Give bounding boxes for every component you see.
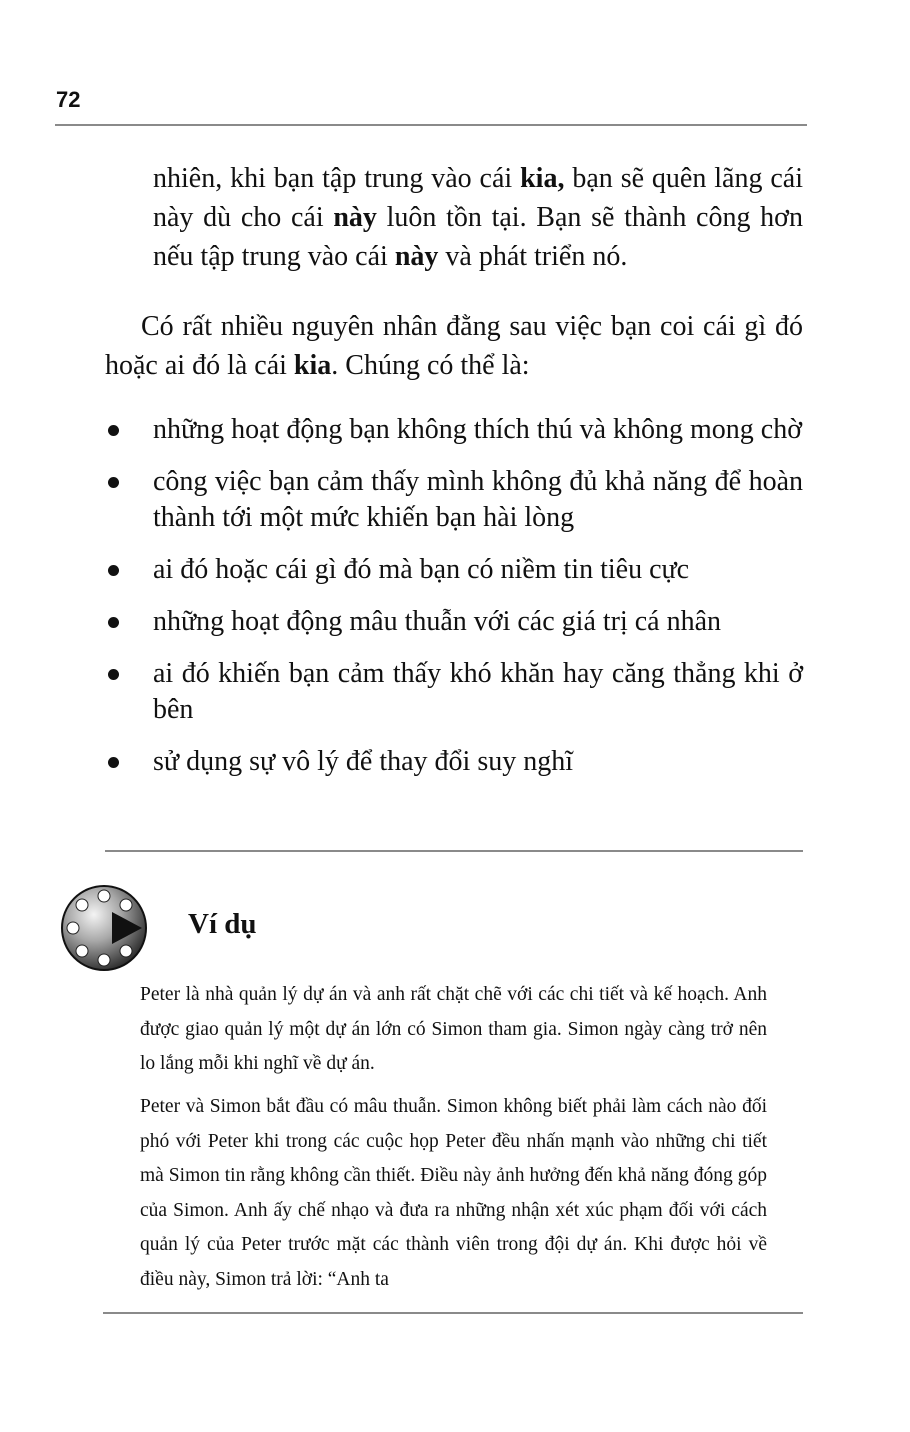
continuation-text-2: bạn sẽ quên lãng cái này dù cho cái <box>153 163 803 233</box>
intro-text-2: . Chúng có thể là: <box>331 350 530 381</box>
continuation-text-4: và phát triển nó. <box>438 241 628 272</box>
intro-text-1: Có rất nhiều nguyên nhân đằng sau việc bạn coi cái gì đó hoặc ai đó là cái <box>105 311 803 381</box>
intro-bold-kia: kia <box>293 350 332 381</box>
intro-paragraph <box>105 307 803 385</box>
list-item <box>105 464 803 536</box>
bullet-icon <box>108 617 119 628</box>
page-number: 72 <box>56 87 81 112</box>
reason-list <box>105 412 803 796</box>
continuation-text-1: nhiên, khi bạn tập trung vào cái <box>153 163 521 194</box>
continuation-bold-kia: kia, <box>520 163 565 194</box>
continuation-bold-nay-2: này <box>394 241 439 272</box>
bullet-icon <box>108 477 119 488</box>
continuation-paragraph <box>153 159 803 276</box>
list-item <box>105 744 803 780</box>
list-item <box>105 552 803 588</box>
header-divider <box>55 124 807 126</box>
list-item <box>105 656 803 728</box>
film-reel-play-icon <box>60 884 148 972</box>
continuation-text-3: luôn tồn tại. Bạn sẽ thành công hơn nếu tập trung vào cái <box>153 202 803 272</box>
bullet-icon <box>108 425 119 436</box>
list-item <box>105 412 803 448</box>
bullet-icon <box>108 669 119 680</box>
list-item <box>105 604 803 640</box>
example-title: Ví dụ <box>188 908 257 940</box>
list-item-text: ai đó hoặc cái gì đó mà bạn có niềm tin tiêu cực <box>153 554 690 585</box>
example-paragraph-1: Peter là nhà quản lý dự án và anh rất chặt chẽ với các chi tiết và kế hoạch. Anh được giao quản lý một dự án lớn có Simon tham gia. Simon ngày càng trở nên lo lắng mỗi khi nghĩ về dự án. <box>140 984 767 1074</box>
bullet-icon <box>108 757 119 768</box>
list-item-text: những hoạt động mâu thuẫn với các giá trị cá nhân <box>153 606 722 637</box>
list-item-text: công việc bạn cảm thấy mình không đủ khả năng để hoàn thành tới một mức khiến bạn hài lòng <box>153 466 803 533</box>
list-item-text: những hoạt động bạn không thích thú và không mong chờ <box>153 414 803 445</box>
list-item-text: sử dụng sự vô lý để thay đổi suy nghĩ <box>153 746 574 777</box>
example-top-divider <box>105 850 803 852</box>
bullet-icon <box>108 565 119 576</box>
example-bottom-divider <box>103 1312 803 1314</box>
list-item-text: ai đó khiến bạn cảm thấy khó khăn hay căng thẳng khi ở bên <box>153 658 803 725</box>
example-paragraph-2: Peter và Simon bắt đầu có mâu thuẫn. Simon không biết phải làm cách nào đối phó với Peter khi trong các cuộc họp Peter đều nhấn mạnh vào những chi tiết mà Simon tin rằng không cần thiết. Điều này ảnh hưởng đến khả năng đóng góp của Simon. Anh ấy chế nhạo và đưa ra những nhận xét xúc phạm đối với cách quản lý của Peter trước mặt các thành viên trong đội dự án. Khi được hỏi về điều này, Simon trả lời: “Anh ta <box>140 1096 767 1290</box>
continuation-bold-nay-1: này <box>333 202 377 233</box>
